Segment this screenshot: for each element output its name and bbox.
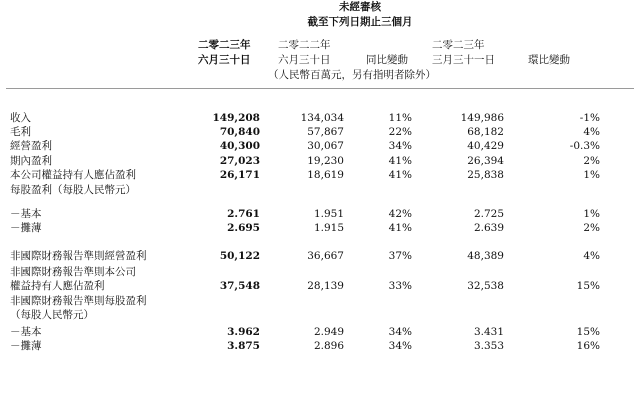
row-label: 毛利 <box>10 126 31 138</box>
cell-previous-quarter: 25,838 <box>467 169 504 181</box>
cell-qoq-change: 4% <box>583 126 600 138</box>
table-row <box>0 139 640 153</box>
cell-prior-year-quarter: 1.951 <box>313 208 344 220</box>
cell-prior-year-quarter: 36,667 <box>307 250 344 262</box>
cell-yoy-change: 34% <box>388 340 412 352</box>
row-label: 經營盈利 <box>10 140 52 152</box>
unit-note: （人民幣百萬元，另有指明者除外） <box>268 69 436 81</box>
table-row <box>0 279 640 293</box>
table-row <box>0 339 640 353</box>
cell-previous-quarter: 3.353 <box>473 340 504 352</box>
cell-yoy-change: 37% <box>388 250 412 262</box>
cell-qoq-change: -1% <box>579 112 600 124</box>
col-q1-year: 二零二三年 <box>432 39 485 51</box>
cell-yoy-change: 41% <box>388 169 412 181</box>
row-label: －攤薄 <box>10 340 42 352</box>
cell-current-quarter: 27,023 <box>219 155 260 167</box>
cell-previous-quarter: 3.431 <box>473 326 504 338</box>
cell-yoy-change: 41% <box>388 222 412 234</box>
cell-previous-quarter: 2.639 <box>473 222 504 234</box>
table-row <box>0 207 640 221</box>
row-label: 收入 <box>10 112 31 124</box>
cell-qoq-change: 15% <box>576 280 600 292</box>
cell-previous-quarter: 26,394 <box>467 155 504 167</box>
table-row <box>0 249 640 263</box>
table-row <box>0 183 640 197</box>
cell-previous-quarter: 68,182 <box>467 126 504 138</box>
col-yoy-change: 同比變動 <box>366 54 408 66</box>
cell-qoq-change: 15% <box>576 326 600 338</box>
col-current-date: 六月三十日 <box>198 54 251 66</box>
cell-previous-quarter: 48,389 <box>467 250 504 262</box>
cell-prior-year-quarter: 1.915 <box>313 222 344 234</box>
cell-prior-year-quarter: 19,230 <box>307 155 344 167</box>
cell-yoy-change: 34% <box>388 140 412 152</box>
cell-qoq-change: 16% <box>576 340 600 352</box>
row-label: －基本 <box>10 208 42 220</box>
cell-qoq-change: 2% <box>583 155 600 167</box>
cell-prior-year-quarter: 30,067 <box>307 140 344 152</box>
table-row <box>0 111 640 125</box>
cell-previous-quarter: 149,986 <box>460 112 504 124</box>
cell-yoy-change: 11% <box>388 112 412 124</box>
row-label: 每股盈利（每股人民幣元） <box>10 184 136 196</box>
header-period: 截至下列日期止三個月 <box>307 16 413 28</box>
row-label: 權益持有人應佔盈利 <box>10 280 105 292</box>
cell-qoq-change: 1% <box>583 208 600 220</box>
cell-qoq-change: 2% <box>583 222 600 234</box>
cell-current-quarter: 149,208 <box>212 112 260 124</box>
row-label: －攤薄 <box>10 222 42 234</box>
table-row <box>0 221 640 235</box>
cell-current-quarter: 40,300 <box>219 140 260 152</box>
cell-current-quarter: 26,171 <box>219 169 260 181</box>
cell-current-quarter: 37,548 <box>219 280 260 292</box>
row-label: 非國際財務報告準則每股盈利 <box>10 295 147 307</box>
cell-yoy-change: 41% <box>388 155 412 167</box>
cell-previous-quarter: 40,429 <box>467 140 504 152</box>
col-current-year: 二零二三年 <box>198 39 251 51</box>
cell-previous-quarter: 32,538 <box>467 280 504 292</box>
cell-previous-quarter: 2.725 <box>473 208 504 220</box>
cell-yoy-change: 33% <box>388 280 412 292</box>
cell-current-quarter: 2.695 <box>227 222 260 234</box>
col-qoq-change: 環比變動 <box>528 54 570 66</box>
row-label: （每股人民幣元） <box>10 309 94 321</box>
table-row <box>0 154 640 168</box>
cell-prior-year-quarter: 2.949 <box>313 326 344 338</box>
cell-prior-year-quarter: 2.896 <box>313 340 344 352</box>
col-q1-date: 三月三十一日 <box>432 54 495 66</box>
cell-qoq-change: -0.3% <box>569 140 600 152</box>
cell-yoy-change: 22% <box>388 126 412 138</box>
cell-prior-year-quarter: 134,034 <box>300 112 344 124</box>
header-unaudited: 未經審核 <box>339 1 381 13</box>
cell-yoy-change: 34% <box>388 326 412 338</box>
table-row <box>0 325 640 339</box>
cell-prior-year-quarter: 18,619 <box>307 169 344 181</box>
cell-current-quarter: 50,122 <box>219 250 260 262</box>
table-row <box>0 294 640 308</box>
table-row <box>0 168 640 182</box>
row-label: 非國際財務報告準則本公司 <box>10 266 136 278</box>
cell-prior-year-quarter: 57,867 <box>307 126 344 138</box>
row-label: 期內盈利 <box>10 155 52 167</box>
table-row <box>0 265 640 279</box>
cell-current-quarter: 3.875 <box>227 340 260 352</box>
cell-prior-year-quarter: 28,139 <box>307 280 344 292</box>
table-row <box>0 125 640 139</box>
cell-qoq-change: 4% <box>583 250 600 262</box>
cell-current-quarter: 3.962 <box>227 326 260 338</box>
row-label: －基本 <box>10 326 42 338</box>
row-label: 非國際財務報告準則經營盈利 <box>10 250 147 262</box>
row-label: 本公司權益持有人應佔盈利 <box>10 169 136 181</box>
cell-qoq-change: 1% <box>583 169 600 181</box>
cell-current-quarter: 70,840 <box>219 126 260 138</box>
cell-yoy-change: 42% <box>388 208 412 220</box>
header-rule <box>6 88 634 89</box>
cell-current-quarter: 2.761 <box>227 208 260 220</box>
col-prior-year: 二零二二年 <box>278 39 331 51</box>
table-row <box>0 308 640 322</box>
col-prior-date: 六月三十日 <box>278 54 331 66</box>
